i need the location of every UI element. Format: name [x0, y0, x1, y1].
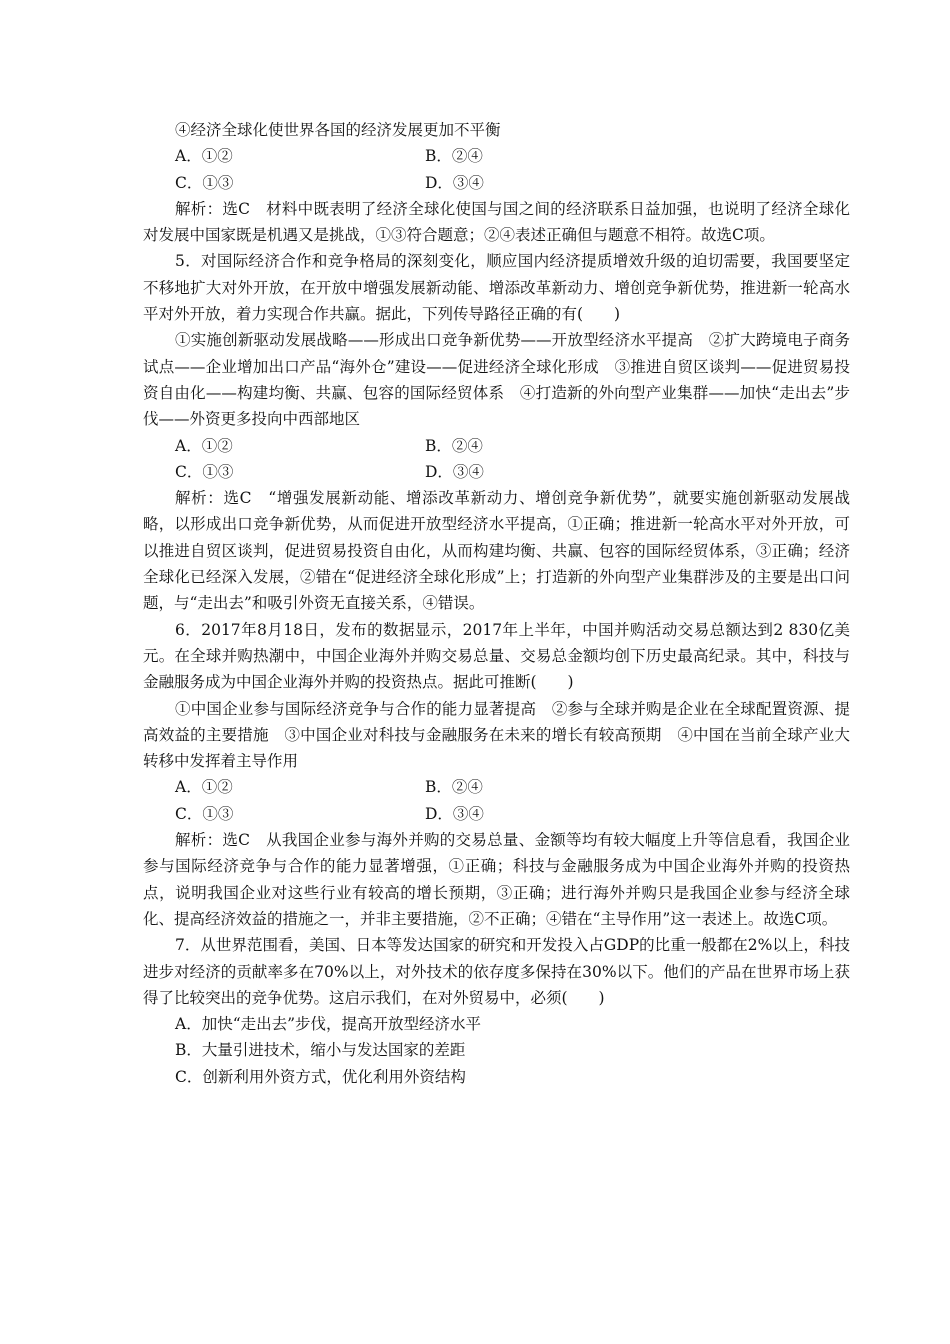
q6-items: ①中国企业参与国际经济竞争与合作的能力显著提高 ②参与全球并购是企业在全球配置资源、提高效益的主要措施 ③中国企业对科技与金融服务在未来的增长有较高预期 ④中国在当前全球产业大转移中发挥着主导作用 — [143, 699, 850, 771]
q6-analysis: 解析：选C 从我国企业参与海外并购的交易总量、金额等均有较大幅度上升等信息看，我国企业参与国际经济竞争与合作的能力显著增强，①正确；科技与金融服务成为中国企业海外并购的投资热点，说明我国企业对这些行业有较高的增长预期，③正确；进行海外并购只是我国企业参与经济全球化、提高经济效益的措施之一，并非主要措施，②不正确；④错在“主导作用”这一表述上。故选C项。 — [143, 831, 850, 928]
q6-stem: 6．2017年8月18日，发布的数据显示，2017年上半年，中国并购活动交易总额达到2 830亿美元。在全球并购热潮中，中国企业海外并购交易总量、交易总金额均创下历史最高纪录。其中，科技与金融服务成为中国企业海外并购的投资热点。据此可推断( ) — [143, 620, 850, 692]
q4-analysis: 解析：选C 材料中既表明了经济全球化使国与国之间的经济联系日益加强，也说明了经济全球化对发展中国家既是机遇又是挑战，①③符合题意；②④表述正确但与题意不相符。故选C项。 — [143, 199, 850, 245]
q5-stem: 5．对国际经济合作和竞争格局的深刻变化，顺应国内经济提质增效升级的迫切需要，我国要坚定不移地扩大对外开放，在开放中增强发展新动能、增添改革新动力、增创竞争新优势，推进新一轮高水平对外开放，着力实现合作共赢。据此，下列传导路径正确的有( ) — [143, 252, 850, 324]
q4-item-4: ④经济全球化使世界各国的经济发展更加不平衡 — [175, 121, 501, 139]
q4-options-row-1 — [143, 143, 850, 169]
q6-option-b: B．②④ — [425, 778, 483, 797]
q4-option-c: C．①③ — [175, 173, 234, 192]
q5-option-c: C．①③ — [175, 462, 234, 481]
q5-option-d: D．③④ — [425, 462, 484, 481]
q7-stem: 7．从世界范围看，美国、日本等发达国家的研究和开发投入占GDP的比重一般都在2%以上，科技进步对经济的贡献率多在70%以上，对外技术的依存度多保持在30%以下。他们的产品在世界市场上获得了比较突出的竞争优势。这启示我们，在对外贸易中，必须( ) — [143, 936, 850, 1007]
q5-analysis: 解析：选C “增强发展新动能、增添改革新动力、增创竞争新优势”，就要实施创新驱动发展战略，以形成出口竞争新优势，从而促进开放型经济水平提高，①正确；推进新一轮高水平对外开放，可以推进自贸区谈判，促进贸易投资自由化，从而构建均衡、共赢、包容的国际经贸体系，③正确；经济全球化已经深入发展，②错在“促进经济全球化形成”上；打造新的外向型产业集群涉及的主要是出口问题，与“走出去”和吸引外资无直接关系，④错误。 — [143, 489, 850, 613]
q6-option-a: A．①② — [175, 778, 233, 797]
q4-option-a: A．①② — [175, 147, 233, 166]
q6-option-d: D．③④ — [425, 804, 484, 823]
q5-option-b: B．②④ — [425, 436, 483, 455]
q6-option-c: C．①③ — [175, 804, 234, 823]
q7-option-b: B．大量引进技术，缩小与发达国家的差距 — [175, 1041, 466, 1060]
q4-option-b: B．②④ — [425, 147, 483, 166]
q6-options-row-1 — [143, 774, 850, 800]
q7-option-a: A．加快“走出去”步伐，提高开放型经济水平 — [175, 1015, 482, 1034]
q6-options-row-2 — [143, 801, 850, 827]
q5-options-row-1 — [143, 433, 850, 459]
q5-options-row-2 — [143, 459, 850, 485]
q5-option-a: A．①② — [175, 436, 233, 455]
q7-option-c: C．创新利用外资方式，优化利用外资结构 — [175, 1067, 466, 1086]
q4-option-d: D．③④ — [425, 173, 484, 192]
q4-options-row-2 — [143, 170, 850, 196]
q5-items: ①实施创新驱动发展战略——形成出口竞争新优势——开放型经济水平提高 ②扩大跨境电子商务试点——企业增加出口产品“海外仓”建设——促进经济全球化形成 ③推进自贸区谈判——促进贸易投资自由化——构建均衡、共赢、包容的国际经贸体系 ④打造新的外向型产业集群——加快“走出去”步伐——外资更多投向中西部地区 — [143, 331, 850, 429]
